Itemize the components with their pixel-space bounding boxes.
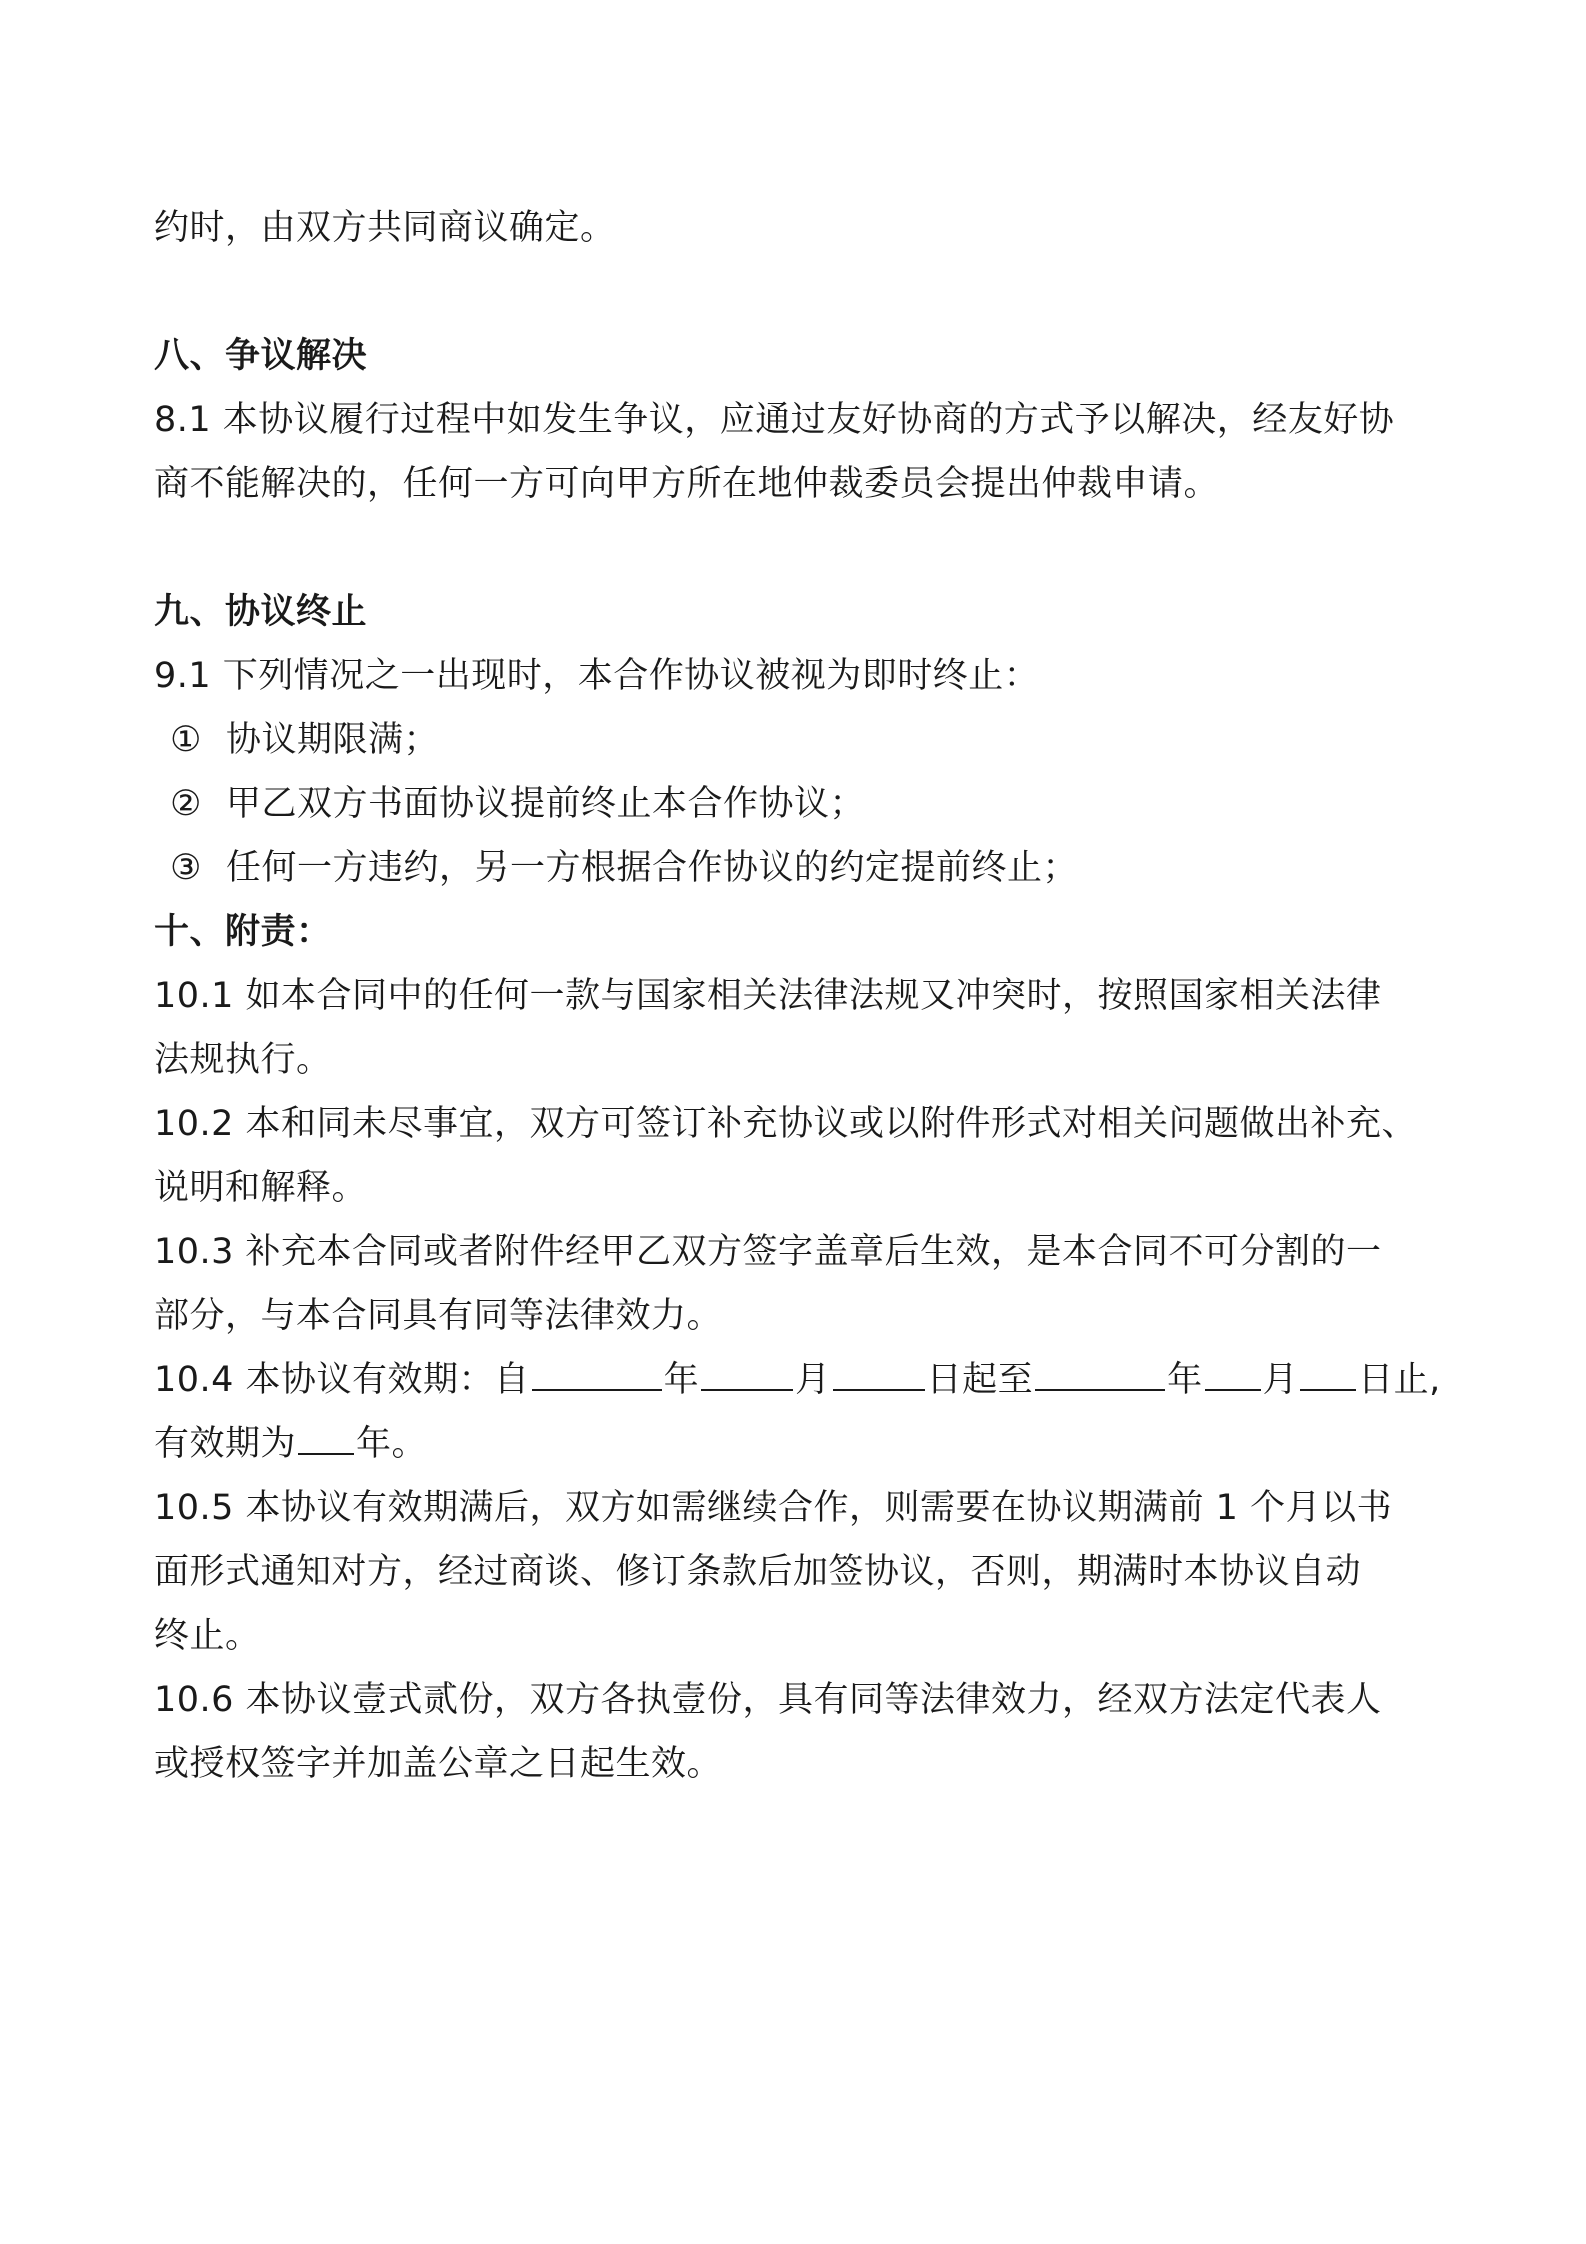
- list-item: [154, 708, 1446, 772]
- list-item-text: 甲乙双方书面协议提前终止本合作协议；: [226, 784, 866, 824]
- month-label: 月: [1262, 1360, 1299, 1400]
- start-day-blank[interactable]: [833, 1359, 925, 1391]
- clause-10-1-line-2: 法规执行。: [154, 1040, 332, 1080]
- list-item: [154, 772, 1446, 836]
- year-label: 年: [663, 1360, 700, 1400]
- day-to-label: 日起至: [926, 1360, 1034, 1400]
- section-8-heading: 八、争议解决: [154, 336, 368, 376]
- end-year-blank[interactable]: [1035, 1359, 1165, 1391]
- clause-10-5-line-3: 终止。: [154, 1616, 261, 1656]
- clause-10-4-line-2: [154, 1412, 1446, 1476]
- clause-10-1-line-1: 10.1 如本合同中的任何一款与国家相关法律法规又冲突时，按照国家相关法律: [154, 976, 1382, 1016]
- section-spacer: [154, 260, 1446, 324]
- validity-suffix: 年。: [356, 1424, 428, 1464]
- start-month-blank[interactable]: [701, 1359, 793, 1391]
- start-year-blank[interactable]: [532, 1359, 662, 1391]
- clause-9-1: 9.1 下列情况之一出现时，本合作协议被视为即时终止：: [154, 656, 1040, 696]
- clause-8-1-line-2: 商不能解决的，任何一方可向甲方所在地仲裁委员会提出仲裁申请。: [154, 464, 1220, 504]
- clause-10-4-line-1: [154, 1348, 1446, 1412]
- list-item: [154, 836, 1446, 900]
- list-item-number: ③: [170, 848, 202, 888]
- clause-10-2-line-2: 说明和解释。: [154, 1168, 368, 1208]
- clause-10-6-line-1: 10.6 本协议壹式贰份，双方各执壹份，具有同等法律效力，经双方法定代表人: [154, 1680, 1382, 1720]
- validity-prefix: 有效期为: [154, 1424, 297, 1464]
- section-spacer: [154, 516, 1446, 580]
- clause-10-4-prefix: 10.4 本协议有效期：自: [154, 1360, 530, 1400]
- list-item-text: 任何一方违约，另一方根据合作协议的约定提前终止；: [226, 848, 1079, 888]
- month-label: 月: [795, 1360, 831, 1400]
- validity-years-blank[interactable]: [298, 1423, 354, 1455]
- clause-10-3-line-1: 10.3 补充本合同或者附件经甲乙双方签字盖章后生效，是本合同不可分割的一: [154, 1232, 1382, 1272]
- end-label: 日止,: [1358, 1360, 1441, 1400]
- clause-8-1-line-1: 8.1 本协议履行过程中如发生争议，应通过友好协商的方式予以解决，经友好协: [154, 400, 1395, 440]
- list-item-number: ①: [170, 720, 202, 760]
- list-item-number: ②: [170, 784, 202, 824]
- clause-10-5-line-2: 面形式通知对方，经过商谈、修订条款后加签协议，否则，期满时本协议自动: [154, 1552, 1362, 1592]
- intro-line: 约时，由双方共同商议确定。: [154, 208, 616, 248]
- end-month-blank[interactable]: [1205, 1359, 1261, 1391]
- clause-10-6-line-2: 或授权签字并加盖公章之日起生效。: [154, 1744, 723, 1784]
- list-item-text: 协议期限满；: [226, 720, 440, 760]
- clause-10-5-line-1: 10.5 本协议有效期满后，双方如需继续合作，则需要在协议期满前 1 个月以书: [154, 1488, 1393, 1528]
- year-label: 年: [1167, 1360, 1203, 1400]
- section-9-heading: 九、协议终止: [154, 592, 368, 632]
- clause-10-2-line-1: 10.2 本和同未尽事宜，双方可签订补充协议或以附件形式对相关问题做出补充、: [154, 1104, 1418, 1144]
- clause-10-3-line-2: 部分，与本合同具有同等法律效力。: [154, 1296, 723, 1336]
- section-10-heading: 十、附责：: [154, 912, 332, 952]
- end-day-blank[interactable]: [1300, 1359, 1356, 1391]
